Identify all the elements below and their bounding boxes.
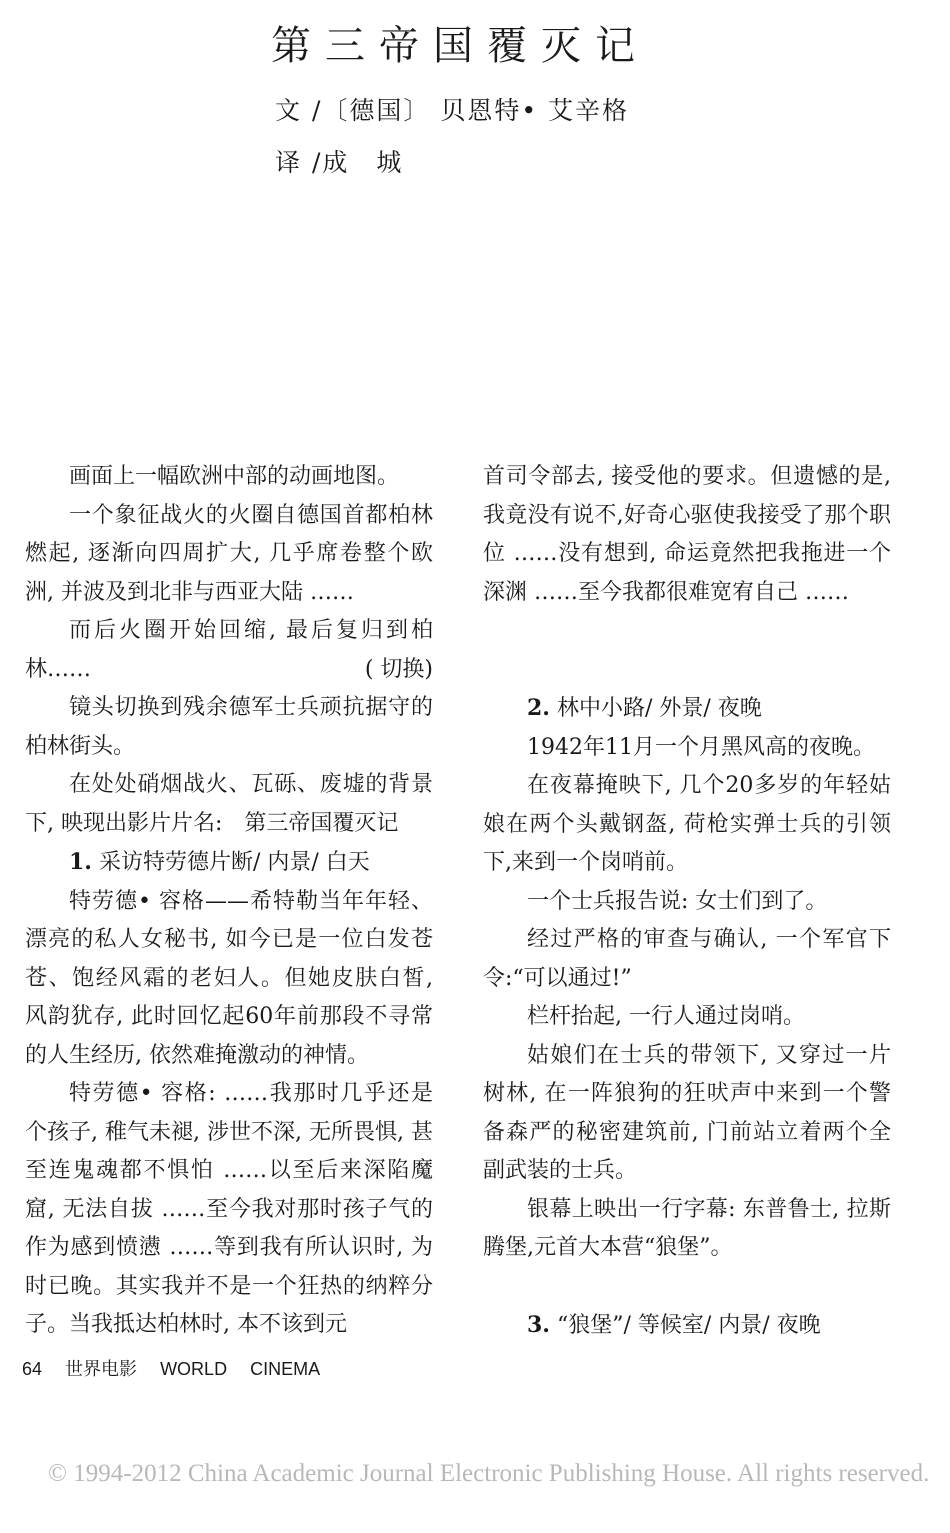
- scene-heading-3: [483, 1306, 891, 1346]
- paragraph: 1942年11月一个月黑风高的夜晚。: [527, 734, 875, 760]
- journal-name-en-1: WORLD: [160, 1359, 228, 1379]
- paragraph: 一个象征战火的火圈自德国首都柏林燃起, 逐渐向四周扩大, 几乎席卷整个欧洲, 并波及到北非与西亚大陆 ……: [25, 502, 433, 605]
- page-footer: [22, 1356, 338, 1382]
- left-column: [25, 458, 433, 1345]
- scene-title: 林中小路/ 外景/ 夜晚: [556, 696, 762, 721]
- paragraph: 首司令部去, 接受他的要求。但遗憾的是, 我竟没有说不,好奇心驱使我接受了那个职位 ……没有想到, 命运竟然把我拖进一个深渊 ……至今我都很难宽宥自己 ……: [483, 464, 891, 605]
- cut-note: ( 切换): [364, 656, 433, 682]
- paragraph: [25, 612, 433, 689]
- scene-heading-1: [25, 843, 433, 883]
- scene-title: 采访特劳德片断/ 内景/ 白天: [98, 850, 370, 875]
- spacer: [483, 651, 891, 690]
- paragraph: 镜头切换到残余德军士兵顽抗据守的柏林街头。: [25, 695, 433, 759]
- paragraph: 在处处硝烟战火、瓦砾、废墟的背景下, 映现出影片片名: 第三帝国覆灭记: [25, 772, 433, 836]
- page-number: 64: [22, 1359, 43, 1379]
- spacer: [483, 612, 891, 651]
- paragraph: 特劳德• 容格: ……我那时几乎还是个孩子, 稚气未褪, 涉世不深, 无所畏惧, 甚至连鬼魂都不惧怕 ……以至后来深陷魔窟, 无法自拔 ……至今我对那时孩子气的作为感到愤懑 ……等到我有所认识时, 为时已晚。其实我并不是一个狂热的纳粹分子。当我抵达柏林时, 本不该到元: [25, 1081, 433, 1337]
- translator-line: 译 /成 城: [275, 148, 404, 177]
- scene-number: 1.: [69, 849, 92, 875]
- journal-name-en-2: CINEMA: [250, 1359, 321, 1379]
- paragraph: 姑娘们在士兵的带领下, 又穿过一片树林, 在一阵狼狗的狂吠声中来到一个警备森严的秘密建筑前, 门前站立着两个全副武装的士兵。: [483, 1042, 891, 1183]
- paragraph: 画面上一幅欧洲中部的动画地图。: [69, 464, 400, 489]
- paragraph-text: 而后火圈开始回缩, 最后复归到柏林……: [25, 618, 433, 682]
- journal-name-cn: 世界电影: [65, 1359, 138, 1379]
- copyright-notice: © 1994-2012 China Academic Journal Electronic Publishing House. All rights reserved.: [48, 1460, 930, 1487]
- spacer: [483, 1268, 891, 1307]
- paragraph: 在夜幕掩映下, 几个20多岁的年轻姑娘在两个头戴钢盔, 荷枪实弹士兵的引领下,来到一个岗哨前。: [483, 773, 891, 875]
- author-line: 文 /〔德国〕 贝恩特• 艾辛格: [275, 96, 630, 125]
- scene-number: 3.: [527, 1312, 550, 1338]
- paragraph: 栏杆抬起, 一行人通过岗哨。: [527, 1004, 805, 1029]
- scene-heading-2: [483, 689, 891, 729]
- right-column: [483, 458, 891, 1346]
- paragraph: 经过严格的审查与确认, 一个军官下令:“可以通过!”: [483, 927, 891, 991]
- scene-number: 2.: [527, 695, 550, 721]
- paragraph: 一个士兵报告说: 女士们到了。: [527, 888, 828, 914]
- paragraph: 特劳德• 容格——希特勒当年年轻、漂亮的私人女秘书, 如今已是一位白发苍苍、饱经风霜的老妇人。但她皮肤白皙, 风韵犹存, 此时回忆起60年前那段不寻常的人生经历, 依然难掩激动的神情。: [25, 888, 433, 1068]
- paragraph: 银幕上映出一行字幕: 东普鲁士, 拉斯腾堡,元首大本营“狼堡”。: [483, 1196, 891, 1260]
- article-title: 第三帝国覆灭记: [271, 23, 649, 69]
- scene-title: “狼堡”/ 等候室/ 内景/ 夜晚: [556, 1313, 821, 1338]
